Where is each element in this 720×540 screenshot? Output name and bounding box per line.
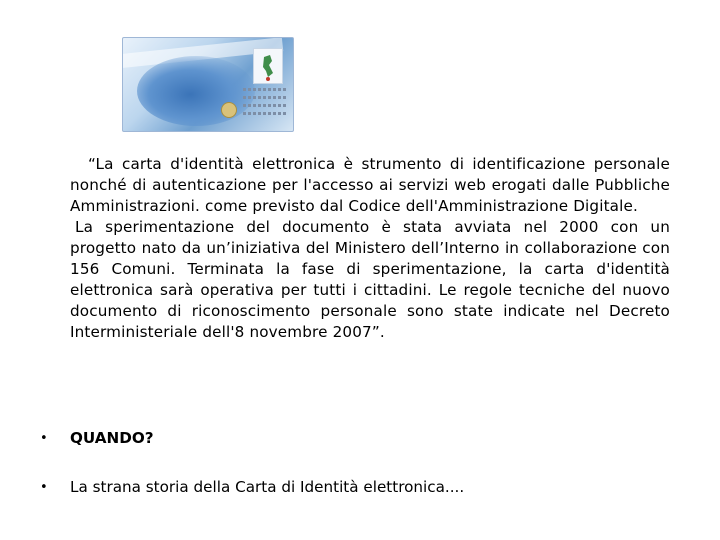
card-code-line	[243, 104, 287, 107]
list-item	[40, 428, 680, 449]
list-item	[40, 477, 680, 498]
quote-text	[70, 154, 670, 343]
paragraph-2: La sperimentazione del documento è stata avviata nel 2000 con un progetto nato da un’iniziativa del Ministero dell’Interno in collaborazione con 156 Comuni. Terminata la fase di sperimentazione, la carta d'identità elettronica sarà operativa per tutti i cittadini. Le regole tecniche del nuovo documento di riconoscimento personale sono state indicate nel Decreto Interministeriale dell'8 novembre 2007”.	[70, 218, 670, 341]
europe-map-graphic	[137, 56, 255, 126]
identity-card-image	[122, 37, 294, 132]
paragraph-1: “La carta d'identità elettronica è strumento di identificazione personale nonché di autenticazione per l'accesso ai servizi web erogati dalle Pubbliche Amministrazioni. come previsto dal Codice dell'Amministrazione Digitale.	[70, 155, 670, 215]
card-code-line	[243, 88, 287, 91]
bullet-text: QUANDO?	[70, 429, 154, 447]
bullet-icon: •	[40, 431, 48, 446]
card-photo-icon	[253, 48, 283, 84]
bullet-icon: •	[40, 480, 48, 495]
bullet-list	[40, 428, 680, 498]
bullet-text: La strana storia della Carta di Identità elettronica....	[70, 478, 465, 496]
card-code-line	[243, 96, 287, 99]
seal-icon	[221, 102, 237, 118]
card-code-line	[243, 112, 287, 115]
